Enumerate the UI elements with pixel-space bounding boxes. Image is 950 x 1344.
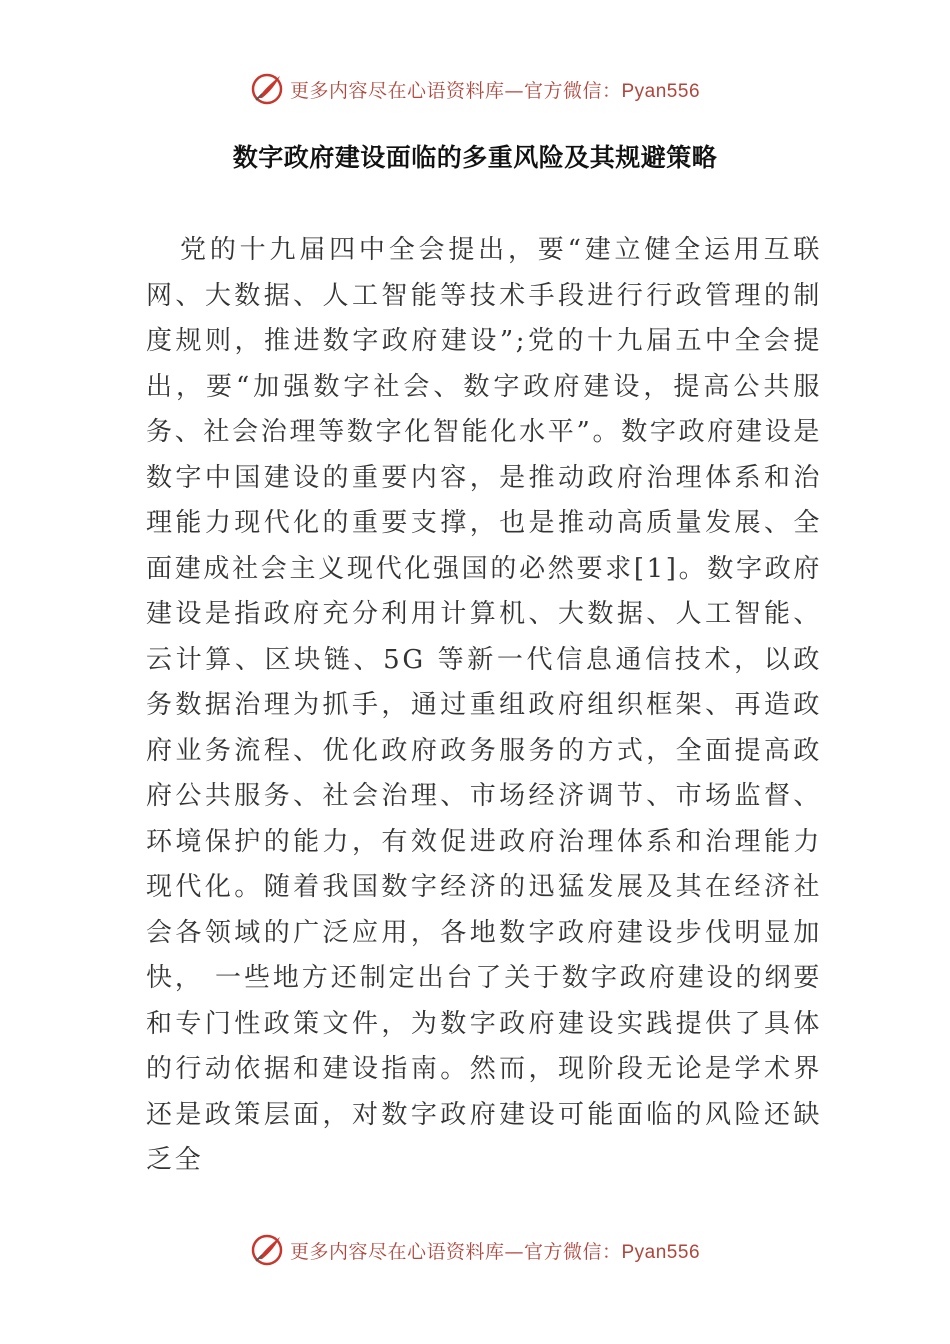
body-paragraph: 党的十九届四中全会提出，要“建立健全运用互联网、大数据、人工智能等技术手段进行行政管理的制度规则，推进数字政府建设”;党的十九届五中全会提出，要“加强数字社会、数字政府建设，提高公共服务、社会治理等数字化智能化水平”。数字政府建设是数字中国建设的重要内容，是推动政府治理体系和治理能力现代化的重要支撑，也是推动高质量发展、全面建成社会主义现代化强国的必然要求[1]。数字政府建设是指政府充分利用计算机、大数据、人工智能、云计算、区块链、5G 等新一代信息通信技术，以政务数据治理为抓手，通过重组政府组织框架、再造政府业务流程、优化政府政务服务的方式，全面提高政府公共服务、社会治理、市场经济调节、市场监督、环境保护的能力，有效促进政府治理体系和治理能力现代化。随着我国数字经济的迅猛发展及其在经济社会各领域的广泛应用，各地数字政府建设步伐明显加快， 一些地方还制定出台了关于数字政府建设的纲要和专门性政策文件，为数字政府建设实践提供了具体的行动依据和建设指南。然而，现阶段无论是学术界还是政策层面，对数字政府建设可能面临的风险还缺乏全: [146, 235, 822, 1175]
footer-banner-label: 更多内容尽在心语资料库—官方微信：: [289, 1240, 622, 1263]
quill-logo-icon: [250, 1233, 284, 1267]
header-wechat-id: Pyan556: [621, 80, 701, 102]
document-title: 数字政府建设面临的多重风险及其规避策略: [232, 143, 718, 172]
footer-banner-text: [290, 1237, 700, 1264]
header-banner-label: 更多内容尽在心语资料库—官方微信：: [289, 79, 622, 102]
footer-banner: [0, 1233, 950, 1267]
quill-logo-icon: [250, 72, 284, 106]
header-banner-text: [290, 76, 700, 103]
header-banner: [0, 72, 950, 106]
footer-wechat-id: Pyan556: [621, 1241, 701, 1263]
